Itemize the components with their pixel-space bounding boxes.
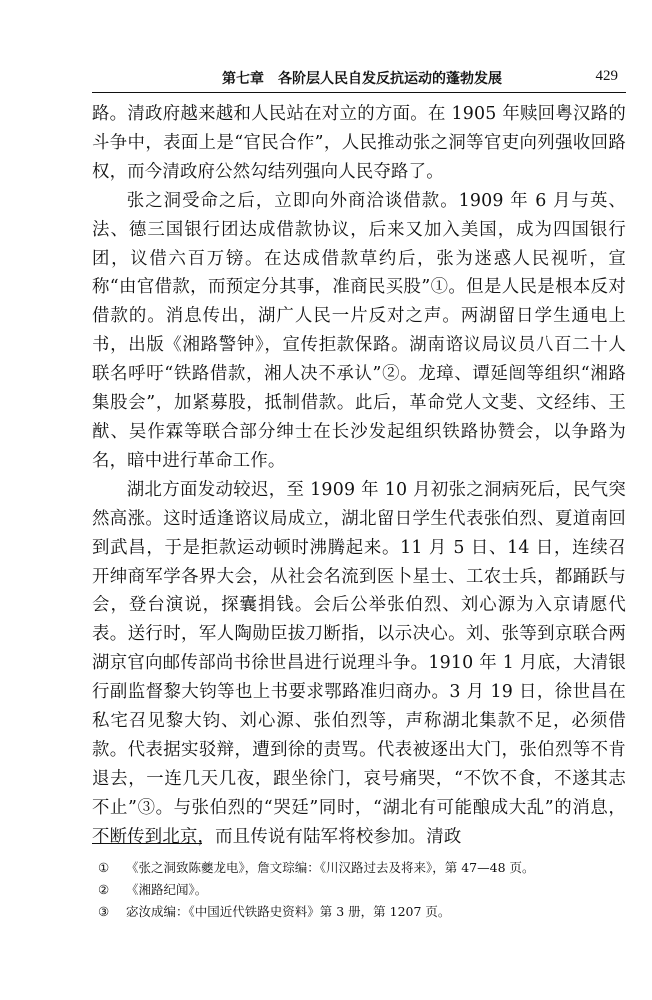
footnote [92, 857, 626, 879]
paragraph-continued: 路。清政府越来越和人民站在对立的方面。在 1905 年赎回粤汉路的斗争中，表面上是“官民合作”，人民推动张之洞等官吏向列强收回路权，而今清政府公然勾结列强向人民夺路了。 [92, 104, 626, 182]
footnotes [92, 857, 626, 923]
header-rule [92, 92, 626, 93]
footnote-rule [92, 843, 202, 844]
footnote [92, 879, 626, 901]
footnote-mark: ① [98, 860, 110, 875]
footnote-mark: ② [98, 882, 110, 897]
footnote-text: 《张之洞致陈夔龙电》，詹文琮编：《川汉路过去及将来》，第 47—48 页。 [126, 860, 535, 875]
body-text [92, 100, 626, 852]
footnote-text: 宓汝成编：《中国近代铁路史资料》第 3 册，第 1207 页。 [126, 904, 451, 919]
paragraph: 湖北方面发动较迟，至 1909 年 10 月初张之洞病死后，民气突然高涨。这时适逢谘议局成立，湖北留日学生代表张伯烈、夏道南回到武昌，于是拒款运动顿时沸腾起来。11 月 5 日、14 日，连续召开绅商军学各界大会，从社会名流到医卜星士、工农士兵，都踊跃与会，登台演说，探囊捐钱。会后公举张伯烈、刘心源为入京请愿代表。送行时，军人陶勋臣拔刀断指，以示决心。刘、张等到京联合两湖京官向邮传部尚书徐世昌进行说理斗争。1910 年 1 月底，大清银行副监督黎大钧等也上书要求鄂路准归商办。3 月 19 日，徐世昌在私宅召见黎大钧、刘心源、张伯烈等，声称湖北集款不足，必须借款。代表据实驳辩，遭到徐的责骂。代表被逐出大门，张伯烈等不肯退去，一连几天几夜，跟坐徐门，哀号痛哭，“不饮不食，不遂其志不止”③。与张伯烈的“哭廷”同时，“湖北有可能酿成大乱”的消息，不断传到北京，而且传说有陆军将校参加。清政 [92, 479, 626, 847]
running-header [92, 66, 618, 88]
chapter-title: 第七章 各阶层人民自发反抗运动的蓬勃发展 [222, 71, 502, 87]
footnote [92, 901, 626, 923]
page-number: 429 [595, 68, 618, 84]
footnote-mark: ③ [98, 904, 110, 919]
paragraph: 张之洞受命之后，立即向外商洽谈借款。1909 年 6 月与英、法、德三国银行团达成借款协议，后来又加入美国，成为四国银行团，议借六百万镑。在达成借款草约后，张为迷惑人民视听，宣称“由官借款，而预定分其事，准商民买股”①。但是人民是根本反对借款的。消息传出，湖广人民一片反对之声。两湖留日学生通电上书，出版《湘路警钟》，宣传拒款保路。湖南谘议局议员八百二十人联名呼吁“铁路借款，湘人决不承认”②。龙璋、谭延闿等组织“湘路集股会”，加紧募股，抵制借款。此后，革命党人文斐、文经纬、王猷、吴作霖等联合部分绅士在长沙发起组织铁路协赞会，以争路为名，暗中进行革命工作。 [92, 190, 626, 471]
footnote-text: 《湘路纪闻》。 [126, 882, 208, 897]
